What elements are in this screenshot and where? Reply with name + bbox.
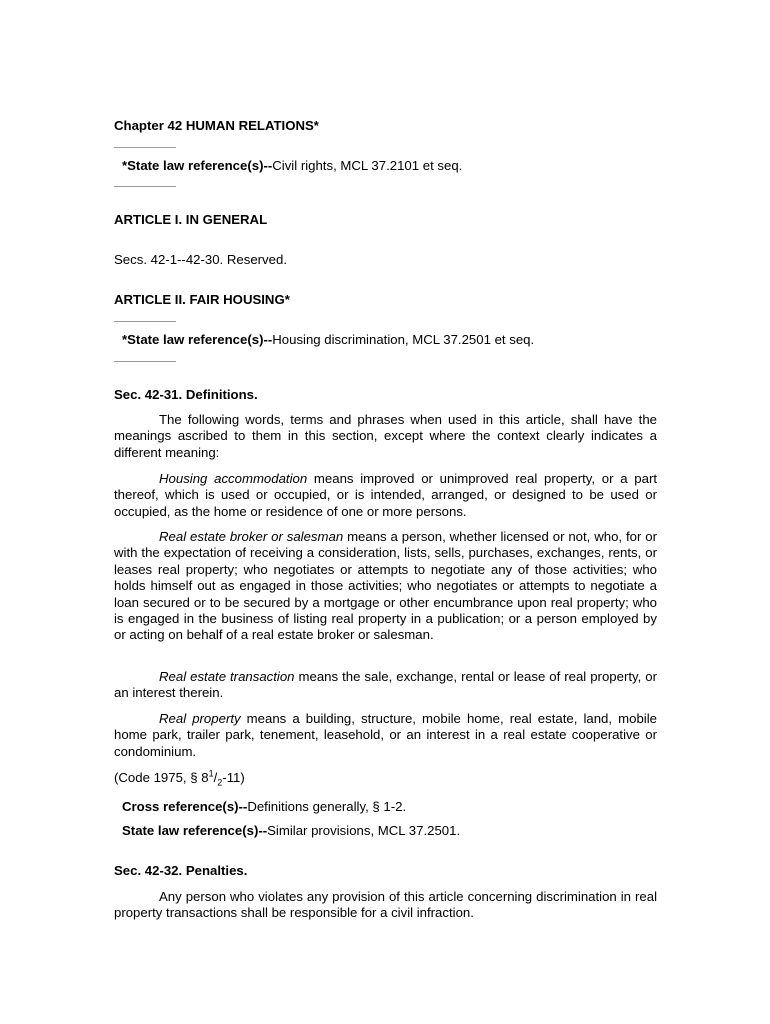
penalties-text: Any person who violates any provision of this article concerning discrimination in real property transactions shall be responsible for a civil infraction. — [114, 889, 657, 921]
section-42-32-title: Sec. 42-32. Penalties. — [114, 863, 248, 878]
definition-text: means a person, whether licensed or not, who, for or with the expectation of receiving a consideration, lists, sells, purchases, exchanges, rents, or leases real property; who negotiates or attempts to negotiate any of those activities; who holds himself out as engaged in those activities; who negotiates or attempts to negotiate a loan secured or to be secured by a mortgage or other encumbrance upon real property; who is engaged in the business of listing real property in a publication; or a person employed by or acting on behalf of a real estate broker or salesman. — [114, 529, 657, 643]
footnote-divider — [114, 361, 176, 362]
article-2-title: ARTICLE II. FAIR HOUSING* — [114, 292, 290, 307]
reference-label: Cross reference(s)-- — [122, 799, 248, 814]
definition-text: means a building, structure, mobile home, real estate, land, mobile home park, trailer park, tenement, leasehold, or an interest in a real estate cooperative or condominium. — [114, 711, 657, 759]
footnote-divider — [114, 321, 176, 322]
article-2-state-law-reference — [114, 332, 665, 348]
section-42-31-title: Sec. 42-31. Definitions. — [114, 387, 258, 402]
defined-term: Real estate transaction — [159, 669, 295, 684]
intro-text: The following words, terms and phrases when used in this article, shall have the meanings ascribed to them in this section, except where the context clearly indicates a different meaning: — [114, 412, 657, 460]
definitions-intro-paragraph — [114, 412, 657, 461]
definition-text: means the sale, exchange, rental or lease of real property, or an interest therein. — [114, 669, 657, 701]
article-1-title: ARTICLE I. IN GENERAL — [114, 212, 268, 227]
footnote-divider — [114, 147, 176, 148]
definition-real-estate-transaction — [114, 669, 657, 702]
definition-real-estate-broker — [114, 529, 657, 644]
reference-label: *State law reference(s)-- — [122, 158, 273, 173]
definition-real-property — [114, 711, 657, 760]
history-fraction-denominator: 2 — [217, 777, 223, 788]
defined-term: Real estate broker or salesman — [159, 529, 344, 544]
history-suffix: -11) — [222, 770, 245, 785]
cross-reference — [114, 799, 665, 815]
history-prefix: (Code 1975, § 8 — [114, 770, 209, 785]
history-fraction-slash: / — [213, 770, 218, 785]
reference-text: Civil rights, MCL 37.2101 et seq. — [272, 158, 463, 173]
history-fraction-numerator: 1 — [208, 768, 214, 779]
section-history-note — [114, 770, 657, 786]
definition-text: means improved or unimproved real property, or a part thereof, which is used or occupied, or is intended, arranged, or designed to be used or occupied, as the home or residence of one or more persons. — [114, 471, 657, 519]
state-law-reference — [114, 823, 665, 839]
penalties-paragraph — [114, 889, 657, 922]
reference-label: *State law reference(s)-- — [122, 332, 273, 347]
article-1-reserved-sections: Secs. 42-1--42-30. Reserved. — [114, 252, 287, 267]
chapter-title: Chapter 42 HUMAN RELATIONS* — [114, 118, 319, 133]
definition-housing-accommodation — [114, 471, 657, 520]
footnote-divider — [114, 186, 176, 187]
defined-term: Real property — [159, 711, 241, 726]
chapter-state-law-reference — [114, 158, 665, 174]
reference-text: Housing discrimination, MCL 37.2501 et seq. — [272, 332, 535, 347]
reference-text: Definitions generally, § 1-2. — [247, 799, 407, 814]
reference-text: Similar provisions, MCL 37.2501. — [267, 823, 461, 838]
reference-label: State law reference(s)-- — [122, 823, 268, 838]
defined-term: Housing accommodation — [159, 471, 308, 486]
